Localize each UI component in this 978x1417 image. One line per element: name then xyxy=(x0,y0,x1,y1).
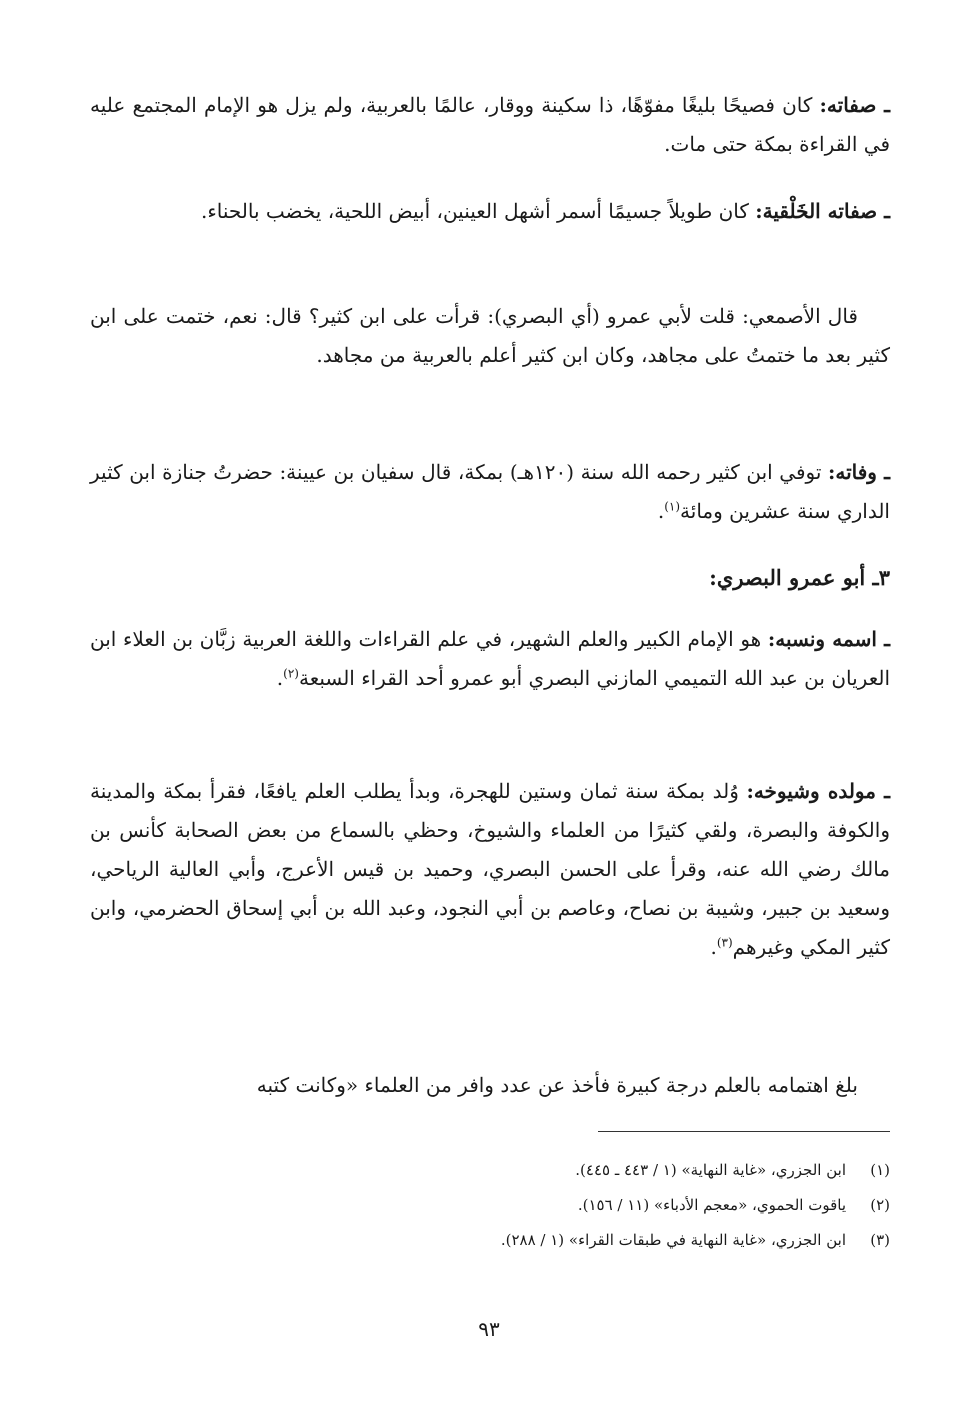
footnote-text: ياقوت الحموي، «معجم الأدباء» (١١ / ١٥٦). xyxy=(577,1196,846,1214)
paragraph-asmai-quote xyxy=(90,297,890,375)
page-number: ٩٣ xyxy=(478,1317,500,1341)
paragraph-text: قال الأصمعي: قلت لأبي عمرو (أي البصري): قرأت على ابن كثير؟ قال: نعم، ختمت على ابن كثير بعد ما ختمتُ على مجاهد، وكان ابن كثير أعلم بالعربية من مجاهد. xyxy=(90,304,890,367)
paragraph-text: كان طويلاً جسيمًا أسمر أشهل العينين، أبيض اللحية، يخضب بالحناء. xyxy=(201,199,756,223)
footnote-number: (٢) xyxy=(870,1196,890,1214)
section-heading: ٣ـ أبو عمرو البصري: xyxy=(709,565,890,590)
paragraph-text: وُلد بمكة سنة ثمان وستين للهجرة، وبدأ يطلب العلم يافعًا، فقرأ بمكة والمدينة والكوفة والبصرة، ولقي كثيرًا من العلماء والشيوخ، وحظي بالسماع من بعض الصحابة كأنس بن مالك رضي الله عنه، وقرأ على الحسن البصري، وحميد بن قيس الأعرج، وأبي العالية الرياحي، وسعيد بن جبير، وشيبة بن نصاح، وعاصم بن أبي النجود، وعبد الله بن أبي إسحاق الحضرمي، وابن كثير المكي وغيرهم xyxy=(90,779,890,959)
footnote-number: (١) xyxy=(870,1161,890,1179)
paragraph-birth-teachers xyxy=(90,772,890,967)
paragraph-text: بلغ اهتمامه بالعلم درجة كبيرة فأخذ عن عدد وافر من العلماء «وكانت كتبه xyxy=(256,1073,858,1097)
paragraph-label: ـ اسمه ونسبه: xyxy=(767,627,890,651)
footnote-item xyxy=(90,1223,890,1258)
footnote-item xyxy=(90,1153,890,1188)
paragraph-his-traits xyxy=(90,86,890,164)
footnote-text: ابن الجزري، «غاية النهاية في طبقات القراء» (١ / ٢٨٨). xyxy=(500,1231,846,1249)
paragraph-label: ـ صفاته: xyxy=(819,93,890,117)
footnote-divider xyxy=(598,1131,890,1132)
footnote-text: ابن الجزري، «غاية النهاية» (١ / ٤٤٣ ـ ٤٤٥). xyxy=(575,1161,846,1179)
footnote-item xyxy=(90,1188,890,1223)
paragraph-physical-traits xyxy=(90,192,890,231)
paragraph-end: . xyxy=(276,666,284,690)
paragraph-label: ـ صفاته الخَلْقية: xyxy=(755,199,890,223)
paragraph-text: توفي ابن كثير رحمه الله سنة (١٢٠هـ) بمكة، قال سفيان بن عيينة: حضرتُ جنازة ابن كثير الداري سنة عشرين ومائة xyxy=(90,460,890,523)
paragraph-end: . xyxy=(710,935,717,959)
footnotes xyxy=(90,1153,890,1258)
paragraph-his-death xyxy=(90,453,890,531)
footnote-number: (٣) xyxy=(870,1231,890,1249)
paragraph-text: كان فصيحًا بليغًا مفوّهًا، ذا سكينة ووقار، عالمًا بالعربية، ولم يزل هو الإمام المجتمع عليه في القراءة بمكة حتى مات. xyxy=(90,93,890,156)
paragraph-end: . xyxy=(657,499,665,523)
footnote-ref: (٣) xyxy=(716,935,733,950)
paragraph-knowledge xyxy=(90,1066,890,1105)
footnote-ref: (١) xyxy=(664,499,681,514)
paragraph-text: هو الإمام الكبير والعلم الشهير، في علم القراءات واللغة العربية زبَّان بن العلاء ابن العريان بن عبد الله التميمي المازني البصري أبو عمرو أحد القراء السبعة xyxy=(90,627,890,690)
paragraph-label: ـ وفاته: xyxy=(827,460,891,484)
paragraph-label: ـ مولده وشيوخه: xyxy=(746,779,891,803)
paragraph-name-lineage xyxy=(90,620,890,698)
footnote-ref: (٢) xyxy=(283,666,299,681)
